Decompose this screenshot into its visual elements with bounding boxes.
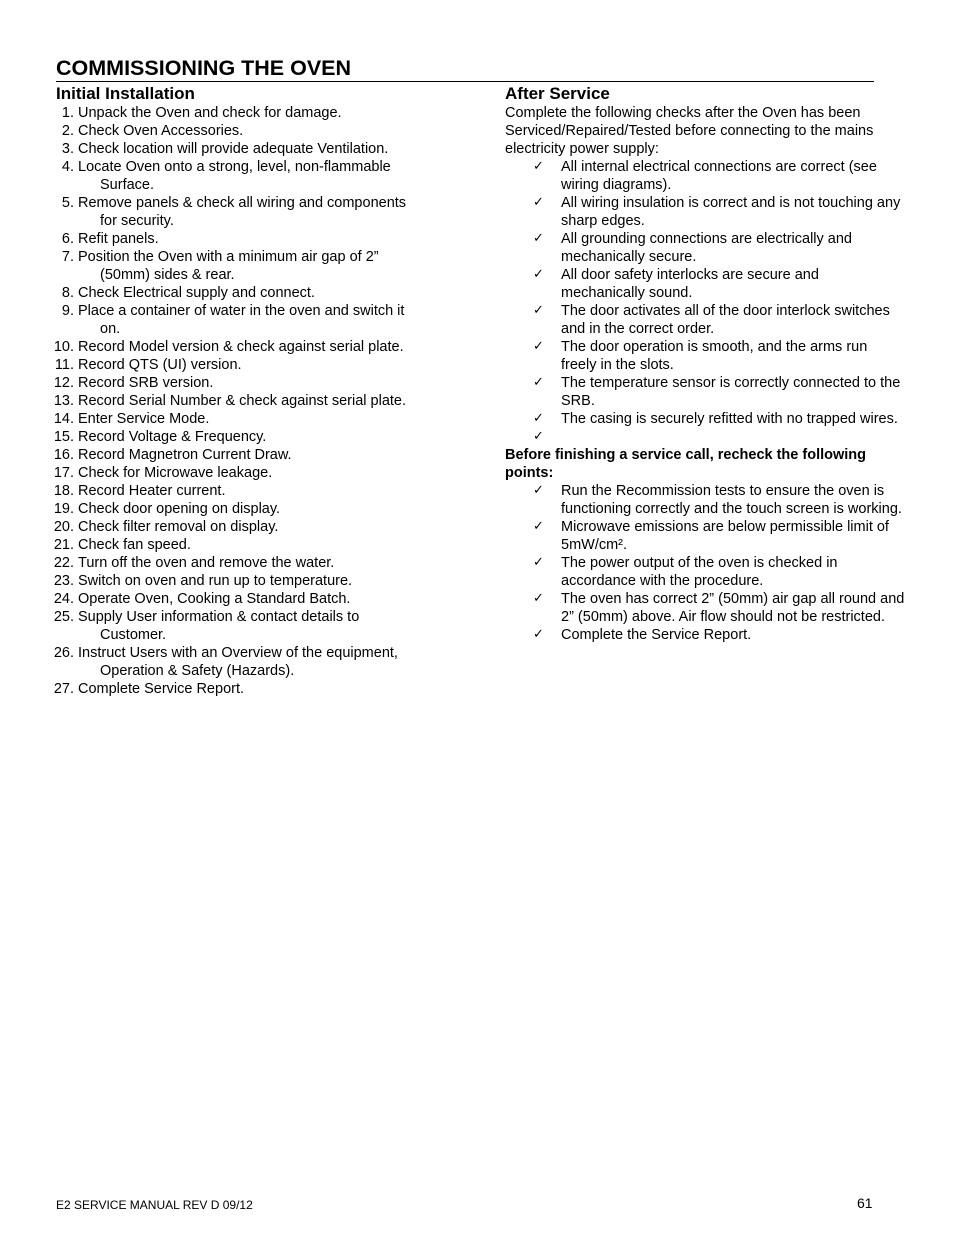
- list-item: [52, 194, 452, 230]
- list-item: [52, 428, 452, 446]
- list-item: [52, 284, 452, 302]
- list-item: [505, 554, 905, 590]
- list-item: [505, 302, 905, 338]
- check-text: All wiring insulation is correct and is not touching any sharp edges.: [561, 195, 901, 229]
- list-item: [52, 374, 452, 392]
- step-number: 2.: [61, 123, 74, 139]
- list-item: [505, 374, 905, 410]
- checkmark-icon: ✓: [533, 429, 544, 444]
- step-text: Check fan speed.: [78, 537, 191, 553]
- step-number: 9.: [61, 303, 74, 319]
- footer-manual-id: E2 SERVICE MANUAL REV D 09/12: [56, 1198, 253, 1212]
- step-text-continued: for security.: [100, 213, 174, 229]
- step-number: 26.: [53, 645, 74, 661]
- list-item: [52, 536, 452, 554]
- list-item: [52, 482, 452, 500]
- step-number: 23.: [53, 573, 74, 589]
- step-text: Check location will provide adequate Ventilation.: [78, 141, 389, 157]
- step-number: 13.: [53, 393, 74, 409]
- step-text: Record Voltage & Frequency.: [78, 429, 267, 445]
- list-item: [52, 446, 452, 464]
- step-text-continued: on.: [100, 321, 121, 337]
- list-item: [505, 158, 905, 194]
- checkmark-icon: ✓: [533, 519, 544, 534]
- check-text: Run the Recommission tests to ensure the oven is functioning correctly and the touch screen is working.: [561, 483, 902, 517]
- check-text: Complete the Service Report.: [561, 627, 752, 643]
- list-item: [52, 644, 452, 680]
- after-service-checklist: [505, 158, 905, 446]
- step-text: Enter Service Mode.: [78, 411, 210, 427]
- step-text: Record Magnetron Current Draw.: [78, 447, 292, 463]
- recheck-heading: Before finishing a service call, recheck the following points:: [505, 447, 866, 481]
- list-item: [52, 608, 452, 644]
- step-number: 24.: [53, 591, 74, 607]
- step-text: Refit panels.: [78, 231, 159, 247]
- list-item: [52, 248, 452, 284]
- step-text-continued: Surface.: [100, 177, 154, 193]
- list-item: [52, 104, 452, 122]
- checkmark-icon: ✓: [533, 267, 544, 282]
- list-item: [52, 338, 452, 356]
- step-text: Check for Microwave leakage.: [78, 465, 273, 481]
- step-text: Check Oven Accessories.: [78, 123, 244, 139]
- list-item: [52, 230, 452, 248]
- check-text: The oven has correct 2” (50mm) air gap all round and 2” (50mm) above. Air flow should not be restricted.: [561, 591, 905, 625]
- step-number: 22.: [53, 555, 74, 571]
- step-text: Remove panels & check all wiring and components: [78, 195, 407, 211]
- step-number: 19.: [53, 501, 74, 517]
- installation-steps-list: [52, 104, 452, 698]
- step-text: Record Model version & check against serial plate.: [78, 339, 404, 355]
- check-text: The temperature sensor is correctly connected to the SRB.: [561, 375, 901, 409]
- check-text: The door operation is smooth, and the arms run freely in the slots.: [561, 339, 868, 373]
- initial-installation-section: [52, 84, 452, 698]
- step-text: Operate Oven, Cooking a Standard Batch.: [78, 591, 351, 607]
- step-text: Record Heater current.: [78, 483, 226, 499]
- step-text: Record SRB version.: [78, 375, 214, 391]
- check-text: Microwave emissions are below permissible limit of 5mW/cm².: [561, 519, 889, 553]
- step-number: 7.: [61, 249, 74, 265]
- step-number: 15.: [53, 429, 74, 445]
- checkmark-icon: ✓: [533, 195, 544, 210]
- check-text: All door safety interlocks are secure and mechanically sound.: [561, 267, 819, 301]
- list-item: [52, 302, 452, 338]
- step-text: Check Electrical supply and connect.: [78, 285, 315, 301]
- list-item: [52, 500, 452, 518]
- step-number: 16.: [53, 447, 74, 463]
- page-title: COMMISSIONING THE OVEN: [56, 55, 874, 82]
- checkmark-icon: ✓: [533, 159, 544, 174]
- step-text: Unpack the Oven and check for damage.: [78, 105, 342, 121]
- list-item: [52, 572, 452, 590]
- step-number: 17.: [53, 465, 74, 481]
- step-number: 21.: [53, 537, 74, 553]
- step-number: 10.: [53, 339, 74, 355]
- step-number: 1.: [61, 105, 74, 121]
- step-text: Place a container of water in the oven and switch it: [78, 303, 405, 319]
- list-item: [505, 410, 905, 428]
- after-service-section: [505, 84, 905, 644]
- list-item: [52, 158, 452, 194]
- checkmark-icon: ✓: [533, 231, 544, 246]
- list-item: [505, 338, 905, 374]
- step-text: Check door opening on display.: [78, 501, 281, 517]
- list-item: [52, 590, 452, 608]
- list-item: [52, 554, 452, 572]
- checkmark-icon: ✓: [533, 483, 544, 498]
- step-text: Locate Oven onto a strong, level, non-flammable: [78, 159, 391, 175]
- step-number: 6.: [61, 231, 74, 247]
- step-text: Switch on oven and run up to temperature.: [78, 573, 353, 589]
- step-text: Position the Oven with a minimum air gap of 2”: [78, 249, 379, 265]
- list-item: [505, 194, 905, 230]
- step-text: Turn off the oven and remove the water.: [78, 555, 335, 571]
- step-text: Complete Service Report.: [78, 681, 245, 697]
- after-service-heading: After Service: [505, 84, 610, 103]
- step-number: 25.: [53, 609, 74, 625]
- step-number: 8.: [61, 285, 74, 301]
- step-number: 3.: [61, 141, 74, 157]
- step-number: 27.: [53, 681, 74, 697]
- page-number: 61: [857, 1195, 873, 1211]
- step-number: 12.: [53, 375, 74, 391]
- step-text: Check filter removal on display.: [78, 519, 279, 535]
- list-item: [505, 266, 905, 302]
- list-item: [52, 464, 452, 482]
- checkmark-icon: ✓: [533, 303, 544, 318]
- step-text: Supply User information & contact details to: [78, 609, 360, 625]
- checkmark-icon: ✓: [533, 555, 544, 570]
- list-item: [52, 518, 452, 536]
- list-item: [52, 140, 452, 158]
- check-text: All internal electrical connections are correct (see wiring diagrams).: [561, 159, 877, 193]
- step-number: 4.: [61, 159, 74, 175]
- recheck-checklist: [505, 482, 905, 644]
- checkmark-icon: ✓: [533, 591, 544, 606]
- check-text: All grounding connections are electrically and mechanically secure.: [561, 231, 852, 265]
- step-number: 11.: [54, 357, 74, 373]
- list-item: [52, 122, 452, 140]
- checkmark-icon: ✓: [533, 627, 544, 642]
- list-item: [505, 230, 905, 266]
- list-item: [505, 428, 905, 446]
- list-item: [505, 482, 905, 518]
- checkmark-icon: ✓: [533, 339, 544, 354]
- step-text-continued: (50mm) sides & rear.: [100, 267, 235, 283]
- check-text: The door activates all of the door interlock switches and in the correct order.: [561, 303, 890, 337]
- list-item: [52, 356, 452, 374]
- after-service-intro: Complete the following checks after the Oven has been Serviced/Repaired/Tested before connecting to the mains electricity power supply:: [505, 105, 874, 157]
- check-text: The power output of the oven is checked in accordance with the procedure.: [561, 555, 838, 589]
- step-text-continued: Operation & Safety (Hazards).: [100, 663, 295, 679]
- step-text: Record QTS (UI) version.: [78, 357, 242, 373]
- step-text: Instruct Users with an Overview of the equipment,: [78, 645, 398, 661]
- step-text-continued: Customer.: [100, 627, 167, 643]
- list-item: [505, 590, 905, 626]
- list-item: [52, 392, 452, 410]
- step-text: Record Serial Number & check against serial plate.: [78, 393, 407, 409]
- list-item: [505, 518, 905, 554]
- check-text: The casing is securely refitted with no trapped wires.: [561, 411, 898, 427]
- step-number: 18.: [53, 483, 74, 499]
- list-item: [52, 410, 452, 428]
- list-item: [52, 680, 452, 698]
- step-number: 5.: [61, 195, 74, 211]
- step-number: 14.: [53, 411, 74, 427]
- list-item: [505, 626, 905, 644]
- checkmark-icon: ✓: [533, 411, 544, 426]
- step-number: 20.: [53, 519, 74, 535]
- checkmark-icon: ✓: [533, 375, 544, 390]
- initial-installation-heading: Initial Installation: [56, 84, 195, 103]
